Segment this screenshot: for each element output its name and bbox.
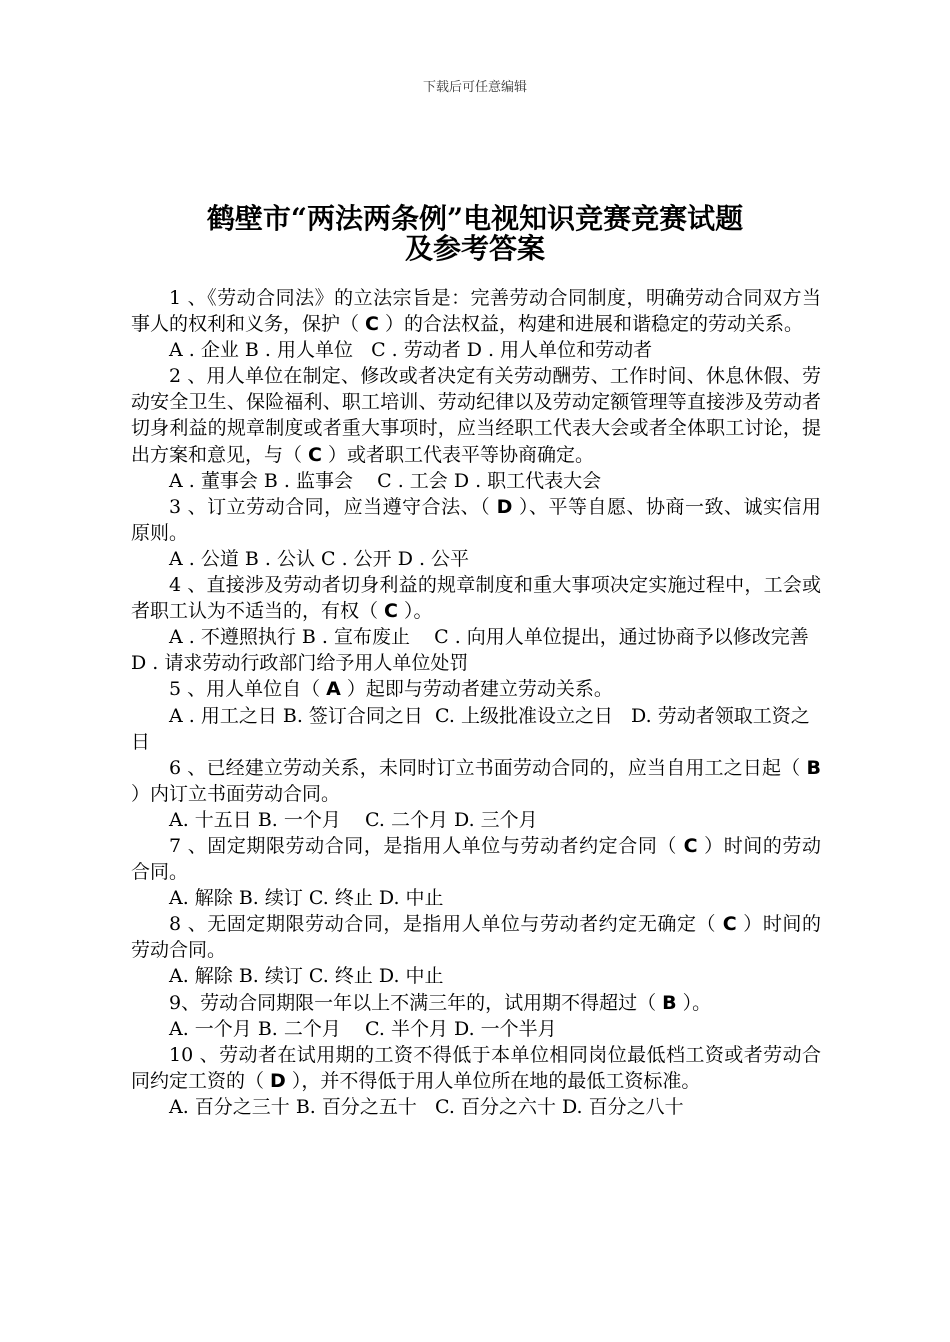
question-10: 10 、劳动者在试用期的工资不得低于本单位相同岗位最低档工资或者劳动合同约定工资的（ D ），并不得低于用人单位所在地的最低工资标准。 bbox=[131, 1043, 821, 1092]
answer-2: C bbox=[308, 443, 322, 466]
answer-7: C bbox=[683, 834, 698, 857]
answer-10: D bbox=[270, 1069, 286, 1092]
title-line-1: 鹤壁市“两法两条例”电视知识竞赛竞赛试题 bbox=[206, 202, 744, 235]
question-6: 6 、已经建立劳动关系，未同时订立书面劳动合同的，应当自用工之日起（ B ）内订立书面劳动合同。 bbox=[131, 756, 821, 805]
answer-8: C bbox=[722, 913, 737, 936]
answer-4: C bbox=[384, 600, 398, 623]
options-2: A . 董事会 B . 监事会 C . 工会 D . 职工代表大会 bbox=[169, 469, 602, 492]
options-3: A . 公道 B . 公认 C . 公开 D . 公平 bbox=[169, 547, 470, 570]
document-title bbox=[0, 204, 950, 264]
question-3: 3 、订立劳动合同，应当遵守合法、（ D ）、平等自愿、协商一致、诚实信用原则。 bbox=[131, 495, 821, 544]
question-9: 9、劳动合同期限一年以上不满三年的，试用期不得超过（ B ）。 bbox=[169, 991, 712, 1014]
options-1: A . 企业 B . 用人单位 C . 劳动者 D . 用人单位和劳动者 bbox=[169, 339, 653, 362]
title-line-2: 及参考答案 bbox=[404, 232, 545, 265]
options-4: A . 不遵照执行 B . 宣布废止 C . 向用人单位提出，通过协商予以修改完善 D . 请求劳动行政部门给予用人单位处罚 bbox=[131, 626, 833, 675]
answer-5: A bbox=[326, 678, 341, 701]
question-8: 8 、无固定期限劳动合同，是指用人单位与劳动者约定无确定（ C ）时间的劳动合同。 bbox=[131, 913, 821, 962]
answer-9: B bbox=[662, 991, 677, 1014]
answer-1: C bbox=[365, 313, 379, 336]
options-10: A. 百分之三十 B. 百分之五十 C. 百分之六十 D. 百分之八十 bbox=[169, 1095, 684, 1118]
question-7: 7 、固定期限劳动合同，是指用人单位与劳动者约定合同（ C ）时间的劳动合同。 bbox=[131, 834, 821, 884]
question-list bbox=[131, 285, 833, 1120]
question-2: 2 、用人单位在制定、修改或者决定有关劳动酬劳、工作时间、休息休假、劳动安全卫生、保险福利、职工培训、劳动纪律以及劳动定额管理等直接涉及劳动者切身利益的规章制度或者重大事项时，应当经职工代表大会或者全体职工讨论，提出方案和意见，与（ C ）或者职工代表平等协商确定。 bbox=[131, 365, 821, 466]
answer-6: B bbox=[806, 756, 821, 779]
options-9: A. 一个月 B. 二个月 C. 半个月 D. 一个半月 bbox=[169, 1017, 557, 1040]
question-4: 4 、直接涉及劳动者切身利益的规章制度和重大事项决定实施过程中，工会或者职工认为不适当的，有权（ C ）。 bbox=[131, 574, 821, 623]
options-5: A . 用工之日 B. 签订合同之日 C. 上级批准设立之日 D. 劳动者领取工资之日 bbox=[131, 704, 810, 753]
page-header: 下载后可任意编辑 bbox=[422, 80, 527, 95]
options-6: A. 十五日 B. 一个月 C. 二个月 D. 三个月 bbox=[169, 808, 538, 831]
answer-3: D bbox=[496, 495, 513, 518]
options-7: A. 解除 B. 续订 C. 终止 D. 中止 bbox=[169, 887, 444, 910]
question-1: 1 、《劳动合同法》的立法宗旨是：完善劳动合同制度，明确劳动合同双方当事人的权利和义务，保护（ C ）的合法权益，构建和进展和谐稳定的劳动关系。 bbox=[131, 287, 821, 336]
options-8: A. 解除 B. 续订 C. 终止 D. 中止 bbox=[169, 965, 444, 988]
question-5: 5 、用人单位自（ A ）起即与劳动者建立劳动关系。 bbox=[169, 678, 613, 701]
